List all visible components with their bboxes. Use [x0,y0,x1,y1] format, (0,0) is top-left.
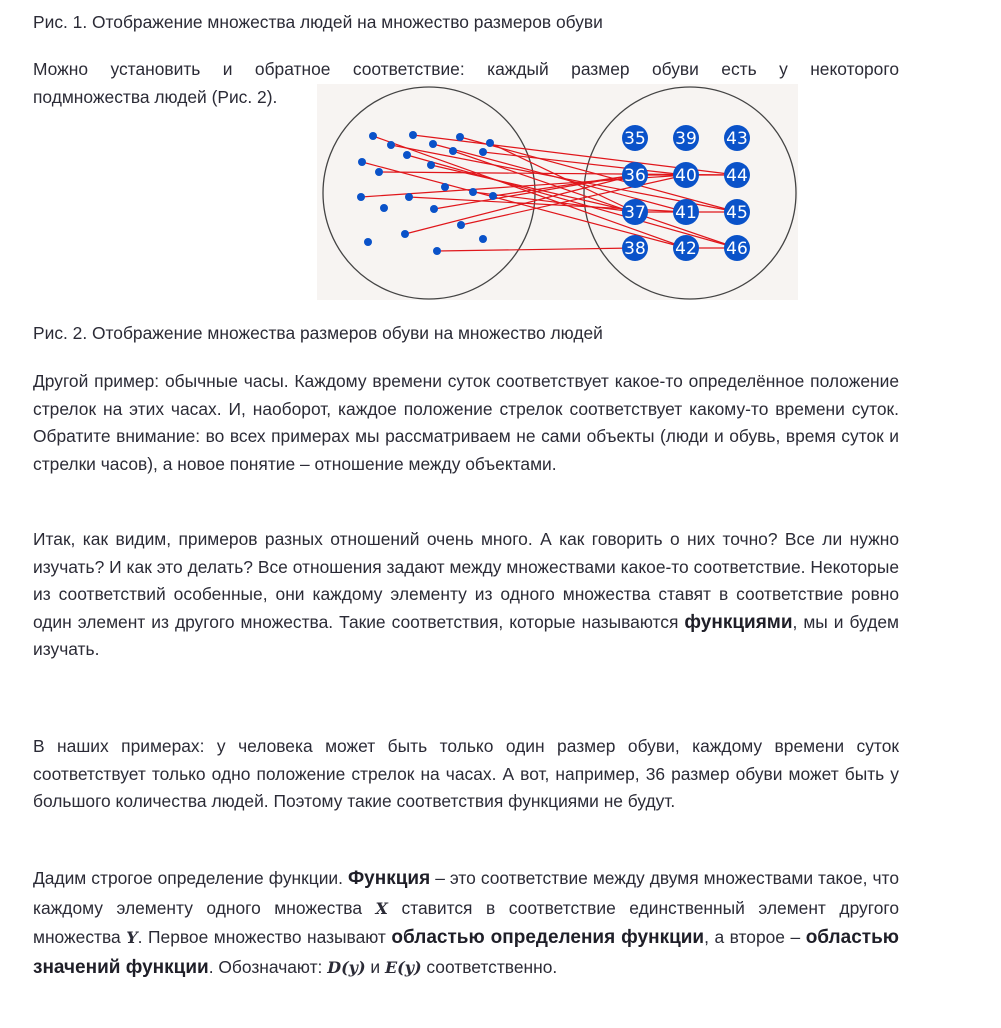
text: и [365,956,385,977]
text: , а второе – [704,927,806,947]
paragraph-line: Можно установить и обратное соответствие: каждый размер обуви есть у некоторого [33,59,899,79]
bold-term-range: областью значений функции [33,927,899,978]
text: , мы и будем изучать. [33,611,899,659]
person-dot-5 [387,141,395,149]
shoe-size-node-41 [673,199,699,225]
shoe-size-label: 39 [675,129,697,149]
person-dot-13 [357,193,365,201]
person-dot-1 [369,132,377,140]
person-dot-10 [403,151,411,159]
shoe-size-node-40 [673,162,699,188]
text: соответственно. [421,956,558,977]
shoe-size-node-37 [622,199,648,225]
person-dot-16 [405,193,413,201]
person-dot-21 [401,230,409,238]
person-dot-7 [449,147,457,155]
shoe-size-node-45 [724,199,750,225]
math-y: Y [126,928,138,947]
shoe-size-label: 46 [726,239,748,259]
text: Дадим строгое определение функции. [33,868,348,888]
shoe-size-node-46 [724,235,750,261]
bold-term-function: Функция [347,868,431,889]
figure-2-diagram [317,84,798,300]
paragraph-clock-example: Другой пример: обычные часы. Каждому времени суток соответствует какое-то определённое положение стрелок на этих часах. И, наоборот, каждое положение стрелок соответствует какому-то времени суток. Обратите внимание: во всех примерах мы рассматриваем не сами объекты (люди и обувь, время суток и стрелки часов), а новое понятие – отношение между объектами. [33,371,899,474]
person-dot-17 [489,192,497,200]
shoe-size-node-39 [673,125,699,151]
bold-term-functions: функциями [684,611,793,633]
shoe-size-node-36 [622,162,648,188]
person-dot-9 [358,158,366,166]
shoe-size-node-43 [724,125,750,151]
shoe-size-label: 43 [726,129,748,149]
person-dot-14 [441,183,449,191]
person-dot-11 [427,161,435,169]
shoe-size-label: 45 [726,203,748,223]
shoe-size-node-44 [724,162,750,188]
paragraph-function-definition [33,864,899,982]
person-dot-23 [364,238,372,246]
math-x: X [375,898,388,918]
people-set-circle [323,87,535,299]
mapping-line-1 [373,136,686,248]
figure-1-caption: Рис. 1. Отображение множества людей на множество размеров обуви [33,12,603,32]
person-dot-18 [380,204,388,212]
person-dot-19 [430,205,438,213]
person-dot-12 [375,168,383,176]
person-dot-20 [457,221,465,229]
figure-2-caption: Рис. 2. Отображение множества размеров обуви на множество людей [33,323,603,343]
mapping-line-18 [437,248,635,251]
paragraph-relations [33,526,899,664]
person-dot-2 [409,131,417,139]
shoe-size-label: 36 [624,166,646,186]
person-dot-4 [486,139,494,147]
shoe-size-label: 37 [624,203,646,223]
math-range: E(y) [384,957,422,977]
paragraph-examples: В наших примерах: у человека может быть только один размер обуви, каждому времени суток соответствует только одно положение стрелок на часах. А вот, например, 36 размер обуви может быть у большого количества людей. Поэтому такие соответствия функциями не будут. [33,736,899,811]
shoe-size-node-42 [673,235,699,261]
bold-term-domain: областью определения функции [391,927,705,948]
shoe-size-label: 35 [624,129,646,149]
shoe-size-mapping-diagram [317,84,798,300]
text: Итак, как видим, примеров разных отношений очень много. А как говорить о них точно? Все ли нужно изучать? И как это делать? Все отношения задают между множествами какое-то соответствие. Некоторые из соответствий особенные, они каждому элементу из одного множества ставят в соответствие ровно один элемент из другого множества. Такие соответствия, которые называются [33,529,899,632]
person-dot-8 [479,148,487,156]
shoe-size-label: 44 [726,166,748,186]
person-dot-15 [469,188,477,196]
person-dot-24 [433,247,441,255]
text: ставится в соответствие единственный элемент другого множества [33,897,900,947]
person-dot-6 [429,140,437,148]
person-dot-3 [456,133,464,141]
paragraph-line: подмножества людей (Рис. 2). [33,86,278,107]
shoe-size-node-35 [622,125,648,151]
shoe-size-label: 41 [675,203,697,223]
text: . Первое множество называют [137,927,392,947]
shoe-size-node-38 [622,235,648,261]
math-domain: D(y) [327,957,366,977]
text: . Обозначают: [208,956,328,977]
shoe-size-label: 38 [624,239,646,259]
text: – это соответствие между двумя множествами такое, что каждому элементу одного множества [33,868,899,918]
shoe-size-label: 42 [675,239,697,259]
person-dot-22 [479,235,487,243]
shoe-size-label: 40 [675,166,697,186]
